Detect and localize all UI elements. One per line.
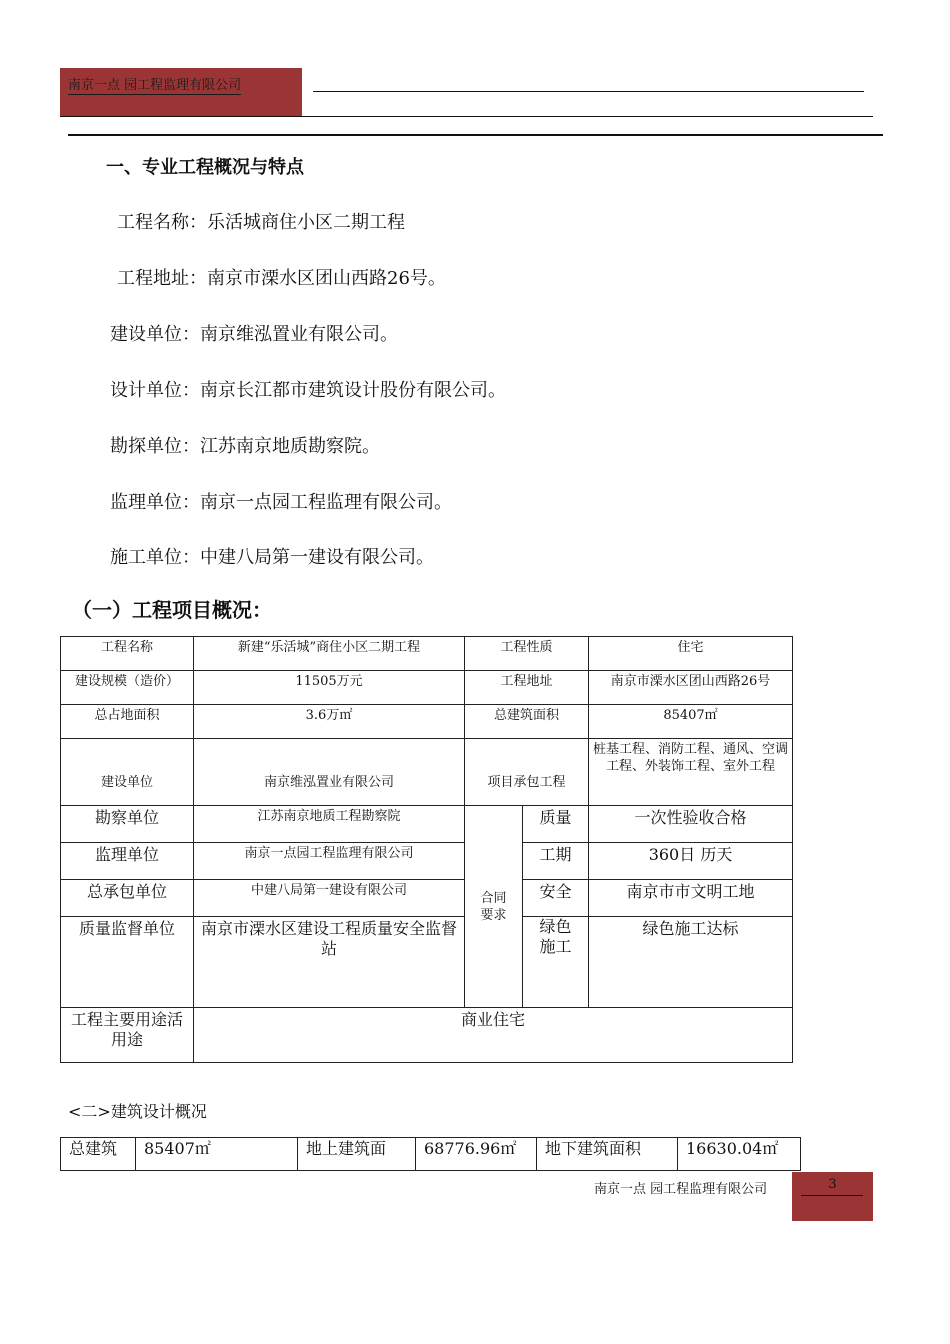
table-cell: 江苏南京地质工程勘察院 xyxy=(194,806,465,843)
contract-requirement-label: 合同要求 xyxy=(465,806,523,1008)
table-cell: 3.6万㎡ xyxy=(194,705,465,739)
supervisor-line: 监理单位：南京一点园工程监理有限公司。 xyxy=(110,492,452,513)
table-cell: 监理单位 xyxy=(61,843,194,880)
table-cell: 南京市市文明工地 xyxy=(589,880,793,917)
table-cell: 南京市溧水区团山西路26号 xyxy=(589,671,793,705)
table-row xyxy=(61,1008,793,1063)
surveyor-line: 勘探单位：江苏南京地质勘察院。 xyxy=(110,436,380,457)
table-cell: 85407㎡ xyxy=(136,1138,298,1171)
table-cell: 安全 xyxy=(523,880,589,917)
contractor-line: 施工单位：中建八局第一建设有限公司。 xyxy=(110,547,434,568)
table-cell: 桩基工程、消防工程、通风、空调工程、外装饰工程、室外工程 xyxy=(589,739,793,806)
design-heading: <二>建筑设计概况 xyxy=(68,1102,207,1121)
header-rule-thick xyxy=(68,134,883,136)
table-cell: 地上建筑面 xyxy=(298,1138,416,1171)
table-cell: 建设规模（造价） xyxy=(61,671,194,705)
table-cell: 总占地面积 xyxy=(61,705,194,739)
table-row xyxy=(61,1138,801,1171)
footer-company-name: 南京一点 园工程监理有限公司 xyxy=(594,1182,768,1197)
table-row xyxy=(61,806,793,843)
table-cell: 总承包单位 xyxy=(61,880,194,917)
table-cell: 总建筑 xyxy=(61,1138,136,1171)
table-cell: 工期 xyxy=(523,843,589,880)
table-cell: 质量监督单位 xyxy=(61,917,194,1008)
header-company-name: 南京一点 园工程监理有限公司 xyxy=(68,74,241,95)
table-cell: 工程地址 xyxy=(465,671,589,705)
design-overview-table xyxy=(60,1137,801,1171)
table-cell: 新建“乐活城”商住小区二期工程 xyxy=(194,637,465,671)
table-cell: 85407㎡ xyxy=(589,705,793,739)
owner-line: 建设单位：南京维泓置业有限公司。 xyxy=(110,324,398,345)
table-cell: 68776.96㎡ xyxy=(416,1138,537,1171)
overview-heading: （一）工程项目概况： xyxy=(72,598,272,622)
table-cell: 绿色施工 xyxy=(523,917,589,1008)
table-cell: 质量 xyxy=(523,806,589,843)
table-cell: 住宅 xyxy=(589,637,793,671)
project-address-line: 工程地址：南京市溧水区团山西路26号。 xyxy=(117,268,446,289)
table-cell: 南京维泓置业有限公司 xyxy=(194,739,465,806)
header-rule-thin xyxy=(60,116,873,117)
table-cell: 勘察单位 xyxy=(61,806,194,843)
table-cell: 建设单位 xyxy=(61,739,194,806)
table-cell: 工程主要用途活用途 xyxy=(61,1008,194,1063)
table-cell: 工程名称 xyxy=(61,637,194,671)
table-cell: 11505万元 xyxy=(194,671,465,705)
table-cell: 项目承包工程 xyxy=(465,739,589,806)
table-cell: 总建筑面积 xyxy=(465,705,589,739)
table-row xyxy=(61,739,793,806)
table-cell: 360日 历天 xyxy=(589,843,793,880)
table-row xyxy=(61,917,793,1008)
table-row xyxy=(61,705,793,739)
table-row xyxy=(61,880,793,917)
table-cell: 16630.04㎡ xyxy=(678,1138,801,1171)
table-row xyxy=(61,671,793,705)
table-row xyxy=(61,637,793,671)
footer-page-rule xyxy=(801,1195,863,1196)
table-cell: 绿色施工达标 xyxy=(589,917,793,1008)
table-cell: 工程性质 xyxy=(465,637,589,671)
project-name-line: 工程名称：乐活城商住小区二期工程 xyxy=(117,212,405,233)
designer-line: 设计单位：南京长江都市建筑设计股份有限公司。 xyxy=(110,380,506,401)
page-number: 3 xyxy=(828,1177,837,1192)
table-cell: 南京市溧水区建设工程质量安全监督站 xyxy=(194,917,465,1008)
table-cell: 地下建筑面积 xyxy=(537,1138,678,1171)
table-row xyxy=(61,843,793,880)
table-cell: 南京一点园工程监理有限公司 xyxy=(194,843,465,880)
project-overview-table xyxy=(60,636,793,1063)
table-cell: 商业住宅 xyxy=(194,1008,793,1063)
table-cell: 中建八局第一建设有限公司 xyxy=(194,880,465,917)
table-cell: 一次性验收合格 xyxy=(589,806,793,843)
header-rule-short xyxy=(313,91,864,92)
section-heading: 一、专业工程概况与特点 xyxy=(106,157,304,178)
